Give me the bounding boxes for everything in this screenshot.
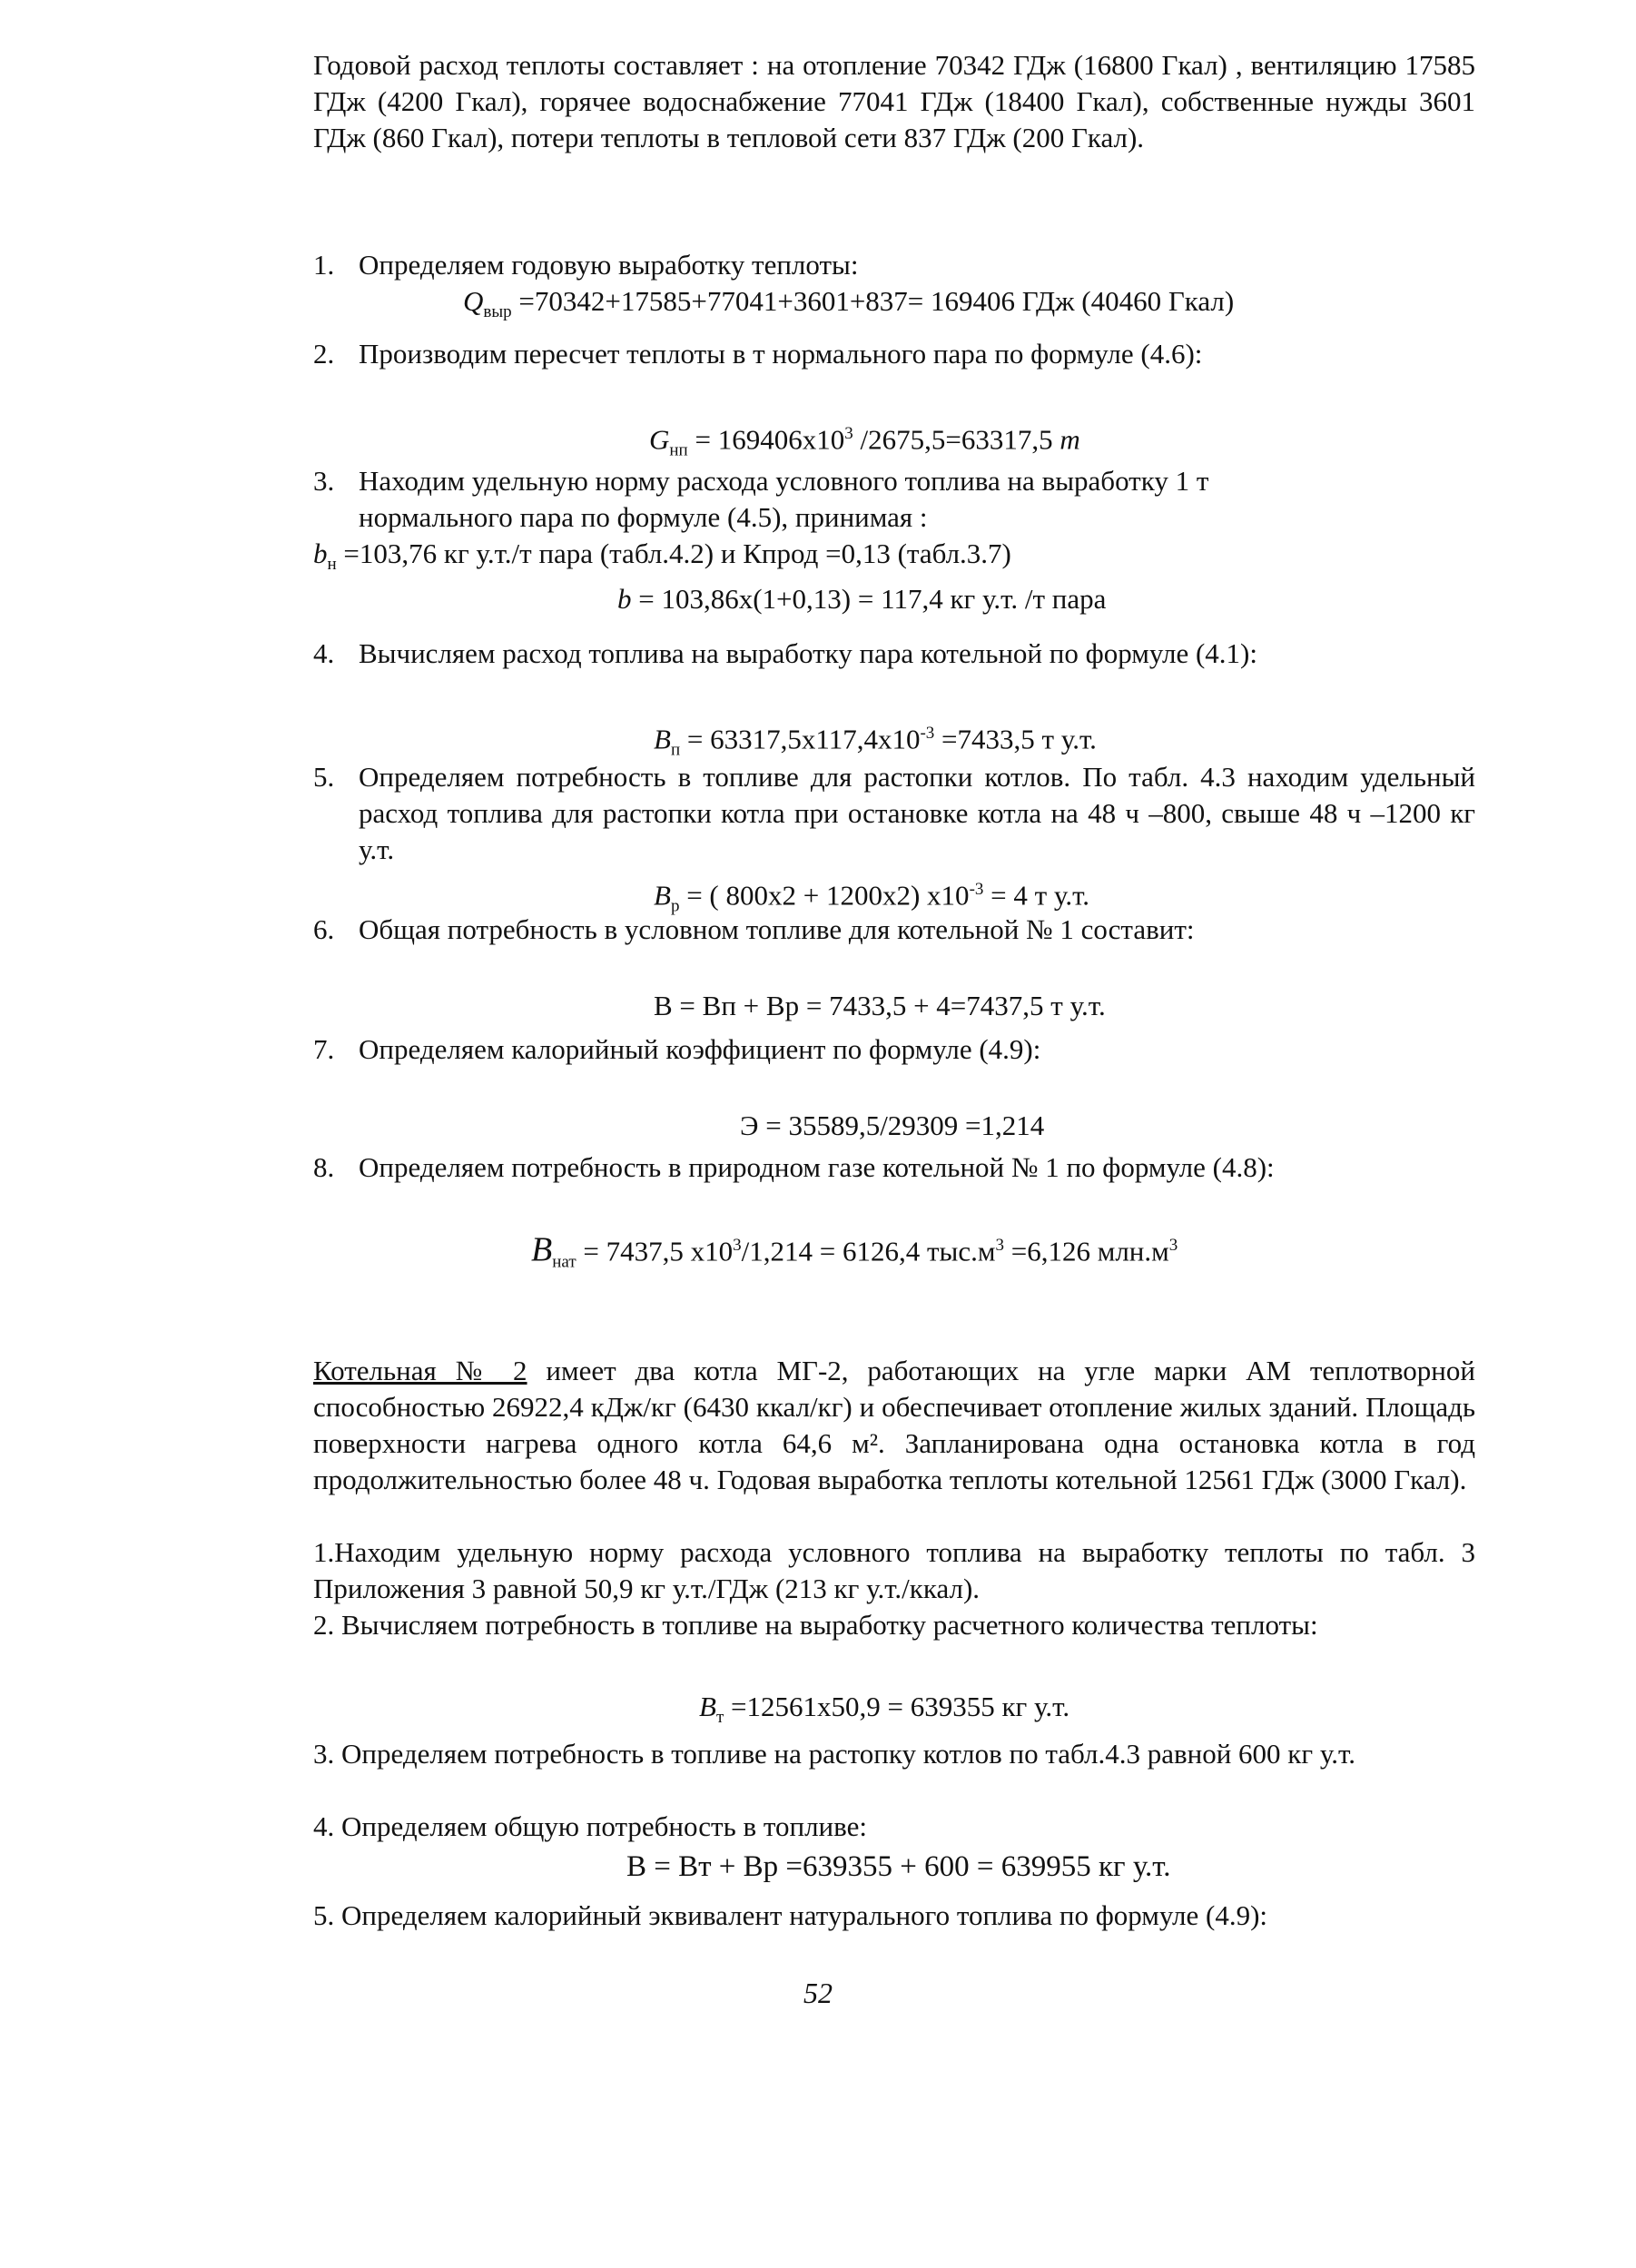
step-6: 6. Общая потребность в условном топливе для котельной № 1 составит: — [313, 913, 1195, 945]
boiler2-step-5: 5. Определяем калорийный эквивалент натурального топлива по формуле (4.9): — [313, 1899, 1268, 1931]
step-8: 8. Определяем потребность в природном газе котельной № 1 по формуле (4.8): — [313, 1151, 1275, 1183]
formula-e: Э = 35589,5/29309 =1,214 — [740, 1109, 1045, 1141]
step-text: Определяем годовую выработку теплоты: — [359, 249, 859, 281]
boiler2-step-1: 1.Находим удельную норму расхода условного топлива на выработку теплоты по табл. 3 Приложения 3 равной 50,9 кг у.т./ГДж (213 кг у.т./ккал). — [313, 1536, 1475, 1604]
boiler2-step-4: 4. Определяем общую потребность в топливе: — [313, 1810, 867, 1842]
step-2: 2. Производим пересчет теплоты в т нормального пара по формуле (4.6): — [313, 338, 1203, 370]
step-number: 1. — [313, 249, 335, 281]
formula-b: b = 103,86х(1+0,13) = 117,4 кг у.т. /т пара — [617, 583, 1107, 615]
step-3: 3. Находим удельную норму расхода условного топлива на выработку 1 т нормального пара по формуле (4.5), принимая : — [313, 465, 1209, 533]
boiler2-intro: Котельная № 2 имеет два котла МГ-2, работающих на угле марки АМ теплотворной способностью 26922,4 кДж/кг (6430 ккал/кг) и обеспечивает отопление жилых зданий. Площадь поверхности нагрева одного котла 64,6 м². Запланирована одна остановка котла в год продолжительностью более 48 ч. Годовая выработка теплоты котельной 12561 ГДж (3000 Гкал). — [313, 1355, 1475, 1495]
formula-b-p: $B_п = 63317,5х117,4х10^{-3} =7433,5$ т у.т. — [654, 723, 1097, 760]
formula-g-np: $G_{нп} = 169406х10^3$ /2675,5=63317,5 т — [649, 423, 1080, 460]
boiler2-step-3: 3. Определяем потребность в топливе на растопку котлов по табл.4.3 равной 600 кг у.т. — [313, 1738, 1355, 1770]
formula-b-total: B = Bп + Bр = 7433,5 + 4=7437,5 т у.т. — [654, 990, 1106, 1021]
boiler2-title: Котельная № 2 — [313, 1355, 527, 1386]
boiler2-step-2: 2. Вычисляем потребность в топливе на выработку расчетного количества теплоты: — [313, 1609, 1318, 1641]
step-1 — [313, 247, 1475, 283]
formula-b-nat: $B_{нат} = 7437,5$ $х10^3/1,214 = 6126,4$ $тыс.м^3 =6,126$ $млн.м^3$ — [531, 1230, 1178, 1272]
formula-b-r: $B_р$ = ( 800х2 + 1200х2) $х10^{-3} = 4$ т у.т. — [654, 879, 1090, 916]
step-7: 7. Определяем калорийный коэффициент по формуле (4.9): — [313, 1033, 1041, 1065]
formula-q-vyr: $Q_{выр} =70342+17585+77041+3601+837= 169406$ ГДж (40460 Гкал) — [463, 285, 1235, 322]
step-4: 4. Вычисляем расход топлива на выработку пара котельной по формуле (4.1): — [313, 637, 1257, 669]
formula-b-t: $B_т =12561х50,9 = 639355$ кг у.т. — [699, 1691, 1070, 1728]
page-number: 52 — [803, 1977, 833, 2009]
step-5: 5. Определяем потребность в топливе для растопки котлов. По табл. 4.3 находим удельный расход топлива для растопки котла при остановке котла на 48 ч –800, свыше 48 ч –1200 кг у.т. — [313, 761, 1475, 865]
intro-paragraph: Годовой расход теплоты составляет : на отопление 70342 ГДж (16800 Гкал) , вентиляцию 17585 ГДж (4200 Гкал), горячее водоснабжение 77041 ГДж (18400 Гкал), собственные нужды 3601 ГДж (860 Гкал), потери теплоты в тепловой сети 837 ГДж (200 Гкал). — [313, 49, 1475, 153]
formula-b-total-2: B = Bт + Bр =639355 + 600 = 639955 кг у.т. — [626, 1850, 1171, 1883]
formula-b-n: $b_н =103,76$ кг у.т./т пара (табл.4.2) и Кпрод =0,13 (табл.3.7) — [313, 537, 1011, 575]
